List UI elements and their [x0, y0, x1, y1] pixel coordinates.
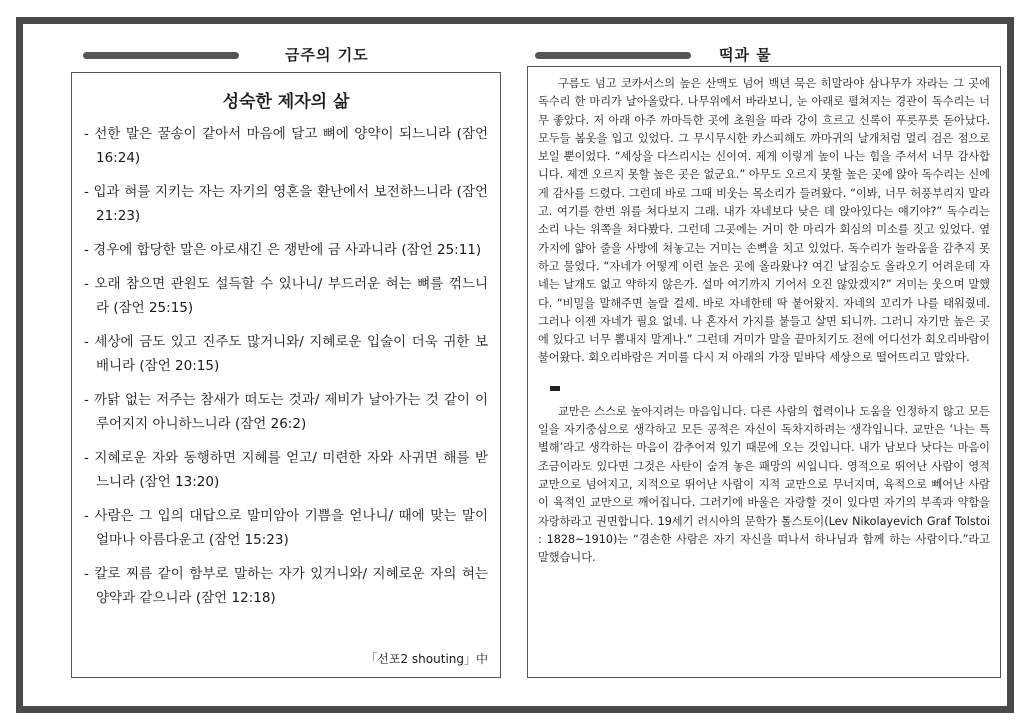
page-frame	[16, 17, 1014, 713]
verse-item: - 까닭 없는 저주는 참새가 떠도는 것과/ 제비가 날아가는 것 같이 이루어지지 아니하느니라 (잠언 26:2)	[84, 392, 488, 432]
right-header-bar	[535, 52, 691, 59]
story-paragraph: 구름도 넘고 코카서스의 높은 산맥도 넘어 백년 묵은 히말라야 삼나무가 자라는 그 곳에 독수리 한 마리가 날아올랐다. 나무위에서 바라보니, 눈 아래로 펼쳐지는 경관이 독수리는 너무 좋았다. 저 아래 아주 까마득한 곳에 초원을 따라 강이 흐르고 신록이 푸릇푸릇 돋아났다. 모두들 봄옷을 입고 있었다. 그 무시무시한 카스피해도 까마귀의 날개처럼 멀리 검은 점으로 보일 뿐이었다. “세상을 다스리시는 신이여. 제게 이렇게 높이 나는 힘을 주셔서 너무 감사합니다. 제겐 오르지 못할 높은 곳은 없군요.” 아무도 오르지 못할 높은 곳에 앉아 독수리는 신에게 감사를 드렸다. 그런데 바로 그때 비웃는 목소리가 들려왔다. “이봐, 너무 허풍부리지 말라고. 여기를 한번 위를 쳐다보지 그래. 내가 자네보다 낮은 데 앉아있다는 얘기야?” 독수리는 소리 나는 위쪽을 쳐다봤다. 그런데 그곳에는 거미 한 마리가 회심의 미소를 짓고 있었다. 옆가지에 얇아 줄을 사방에 쳐놓고는 거미는 손뼉을 치고 있었다. 독수리가 놀라움을 감추지 못하고 물었다. “자네가 어떻게 이런 높은 곳에 올라왔나? 여긴 날짐승도 올라오기 어려운데 자네는 날개도 없고 약하지 않은가. 설마 여기까지 기어서 오진 않았겠지?” 거미는 웃으며 말했다. “비밀을 말해주면 놀랄 걸세. 바로 자네한테 딱 붙어왔지. 자네의 꼬리가 나를 태워줬네. 그러나 이젠 자네가 필요 없네. 나 혼자서 가지를 붙들고 살면 되니까. 그러니 자기만 높은 곳에 있다고 너무 뽐내지 말게나.” 그런데 거미가 말을 끝마치기도 전에 어디선가 회오리바람이 불어왔다. 회오리바람은 거미를 다시 저 아래의 가장 밑바닥 세상으로 떨어뜨리고 말았다.	[538, 77, 990, 365]
verse-item: - 세상에 금도 있고 진주도 많거니와/ 지혜로운 입술이 더욱 귀한 보배니라 (잠언 20:15)	[84, 334, 488, 374]
verse-item: - 경우에 합당한 말은 아로새긴 은 쟁반에 금 사과니라 (잠언 25:11)	[84, 242, 482, 258]
story-panel	[527, 66, 1001, 678]
left-header-title: 금주의 기도	[285, 46, 369, 64]
left-header	[23, 40, 503, 70]
verse-item: - 오래 참으면 관원도 설득할 수 있나니/ 부드러운 혀는 뼈를 꺾느니라 (잠언 25:15)	[84, 276, 488, 316]
proverbs-panel	[71, 72, 501, 678]
left-header-bar	[83, 52, 239, 59]
verse-item: - 입과 혀를 지키는 자는 자기의 영혼을 환난에서 보전하느니라 (잠언 21:23)	[84, 184, 488, 224]
right-header-title: 떡과 물	[719, 46, 772, 64]
reflection-paragraph: 교만은 스스로 높아지려는 마음입니다. 다른 사람의 협력이나 도움을 인정하지 않고 모든 일을 자기중심으로 생각하고 모든 공적은 자신이 독차지하려는 생각입니다. 교만은 ‘나는 특별해’라고 생각하는 마음이 감추어져 있기 때문에 오는 것입니다. 내가 남보다 낫다는 마음이 조금이라도 있다면 그것은 사탄이 숨겨 놓은 패망의 씨입니다. 영적으로 뛰어난 사람이 영적 교만으로 넘어지고, 지적으로 뛰어난 사람이 지적 교만으로 무너지며, 육적으로 뻬어난 사람이 육적인 교만으로 깨어집니다. 그러기에 바울은 자랑할 것이 있다면 자기의 부족과 약함을 자랑하라고 권면합니다. 19세기 러시아의 문학가 톨스토이(Lev Nikolayevich Graf Tolstoi : 1828~1910)는 “겸손한 사람은 자기 자신을 떠나서 하나님과 함께 하는 사람이다.”라고 말했습니다.	[538, 404, 990, 565]
verse-item: - 지혜로운 자와 동행하면 지혜를 얻고/ 미련한 자와 사귀면 해를 받느니라 (잠언 13:20)	[84, 450, 488, 490]
section-marker	[550, 386, 560, 391]
verse-item: - 칼로 찌름 같이 함부로 말하는 자가 있거니와/ 지혜로운 자의 혀는 양약과 같으니라 (잠언 12:18)	[84, 566, 488, 606]
panel-title: 성숙한 제자의 삶	[222, 92, 350, 112]
verse-item: - 사람은 그 입의 대답으로 말미암아 기쁨을 얻나니/ 때에 맞는 말이 얼마나 아름다운고 (잠언 15:23)	[84, 508, 488, 548]
verse-item: - 선한 말은 꿀송이 같아서 마음에 달고 뼈에 양약이 되느니라 (잠언 16:24)	[84, 126, 488, 166]
source-citation: 「선포2 shouting」中	[365, 652, 488, 666]
